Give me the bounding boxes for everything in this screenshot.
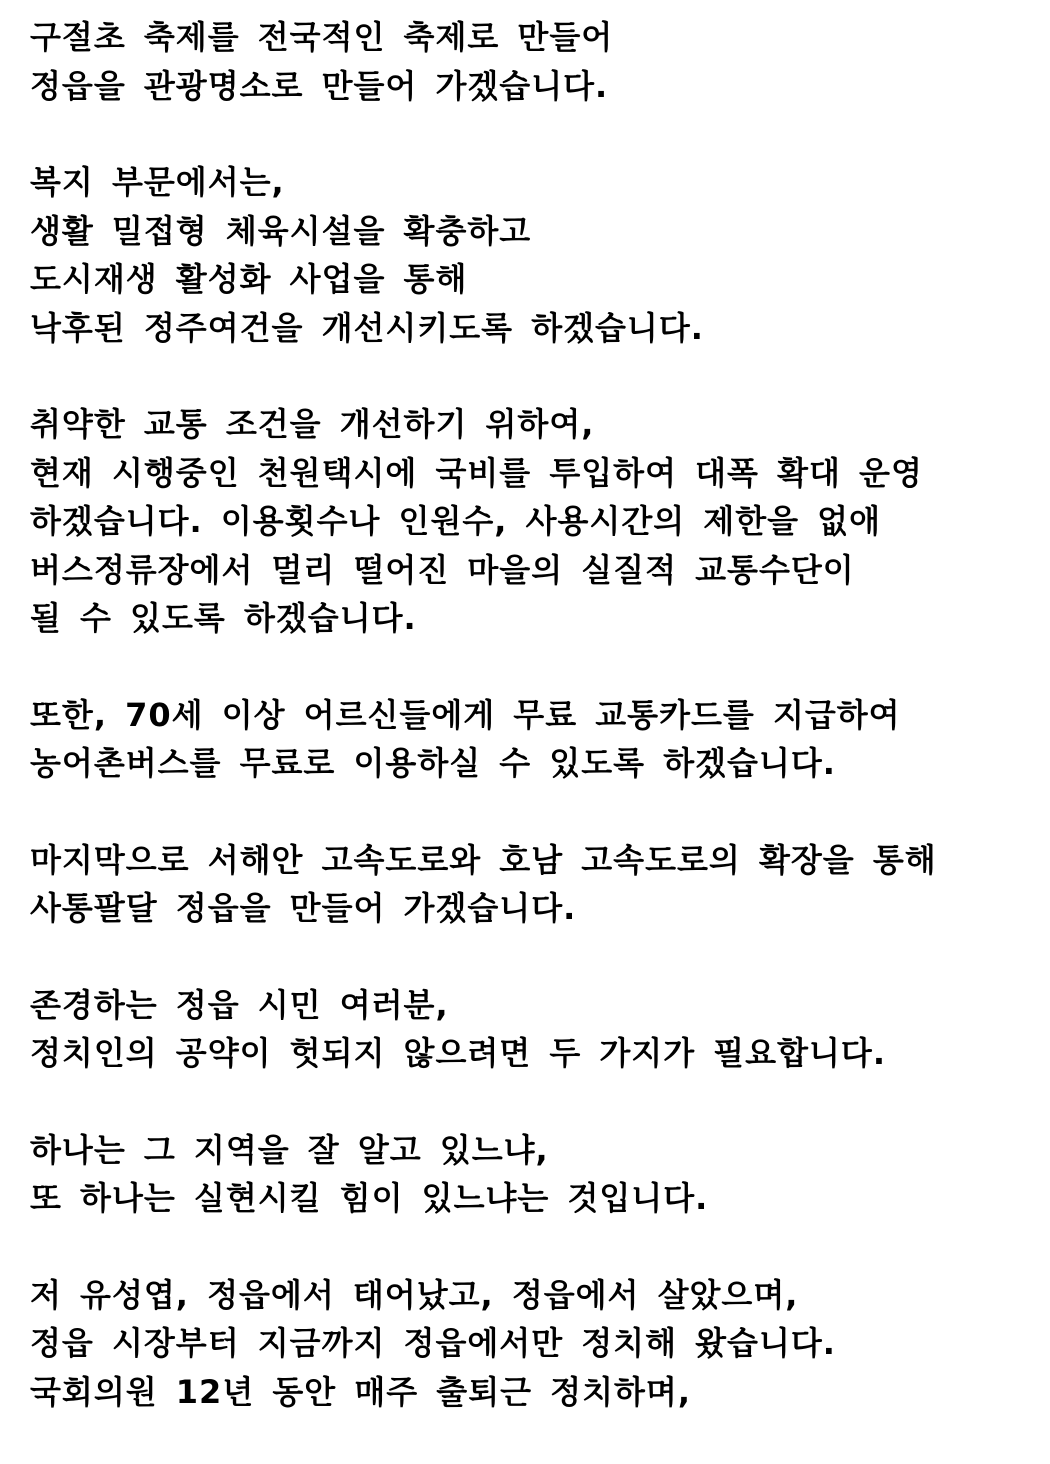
text-line: 사통팔달 정읍을 만들어 가겠습니다. bbox=[30, 889, 577, 927]
paragraph-bus-card bbox=[30, 691, 1030, 788]
text-line: 버스정류장에서 멀리 떨어진 마을의 실질적 교통수단이 bbox=[30, 550, 855, 589]
paragraph-highway bbox=[30, 836, 1030, 933]
text-line: 생활 밀접형 체육시설을 확충하고 bbox=[30, 211, 532, 250]
paragraph-welfare bbox=[30, 158, 1030, 352]
speech-text bbox=[30, 13, 1030, 1464]
paragraph-career bbox=[30, 1271, 1030, 1417]
paragraph-transport bbox=[30, 400, 1030, 643]
text-line: 또한, 70세 이상 어르신들에게 무료 교통카드를 지급하여 bbox=[30, 695, 901, 734]
paragraph-conditions bbox=[30, 1126, 1030, 1223]
text-line: 마지막으로 서해안 고속도로와 호남 고속도로의 확장을 통해 bbox=[30, 840, 937, 879]
text-line: 낙후된 정주여건을 개선시키도록 하겠습니다. bbox=[30, 308, 704, 347]
paragraph-address bbox=[30, 981, 1030, 1078]
paragraph-tourism bbox=[30, 13, 1030, 110]
text-line: 정읍을 관광명소로 만들어 가겠습니다. bbox=[30, 66, 609, 105]
text-line: 또 하나는 실현시킬 힘이 있느냐는 것입니다. bbox=[30, 1179, 709, 1217]
text-line: 국회의원 12년 동안 매주 출퇴근 정치하며, bbox=[30, 1372, 691, 1411]
text-line: 농어촌버스를 무료로 이용하실 수 있도록 하겠습니다. bbox=[30, 744, 836, 782]
text-line: 현재 시행중인 천원택시에 국비를 투입하여 대폭 확대 운영 bbox=[30, 453, 923, 492]
text-line: 정치인의 공약이 헛되지 않으려면 두 가지가 필요합니다. bbox=[30, 1034, 886, 1072]
text-line: 취약한 교통 조건을 개선하기 위하여, bbox=[30, 405, 595, 443]
text-line: 존경하는 정읍 시민 여러분, bbox=[30, 985, 449, 1024]
text-line: 하겠습니다. 이용횟수나 인원수, 사용시간의 제한을 없애 bbox=[30, 502, 881, 540]
text-line: 구절초 축제를 전국적인 축제로 만들어 bbox=[30, 18, 614, 56]
text-line: 정읍 시장부터 지금까지 정읍에서만 정치해 왔습니다. bbox=[30, 1324, 836, 1362]
text-line: 하나는 그 지역을 잘 알고 있느냐, bbox=[30, 1130, 549, 1169]
text-line: 될 수 있도록 하겠습니다. bbox=[30, 599, 417, 637]
text-line: 저 유성엽, 정읍에서 태어났고, 정읍에서 살았으며, bbox=[30, 1275, 799, 1314]
text-line: 복지 부문에서는, bbox=[30, 163, 285, 201]
text-line: 도시재생 활성화 사업을 통해 bbox=[30, 260, 468, 298]
